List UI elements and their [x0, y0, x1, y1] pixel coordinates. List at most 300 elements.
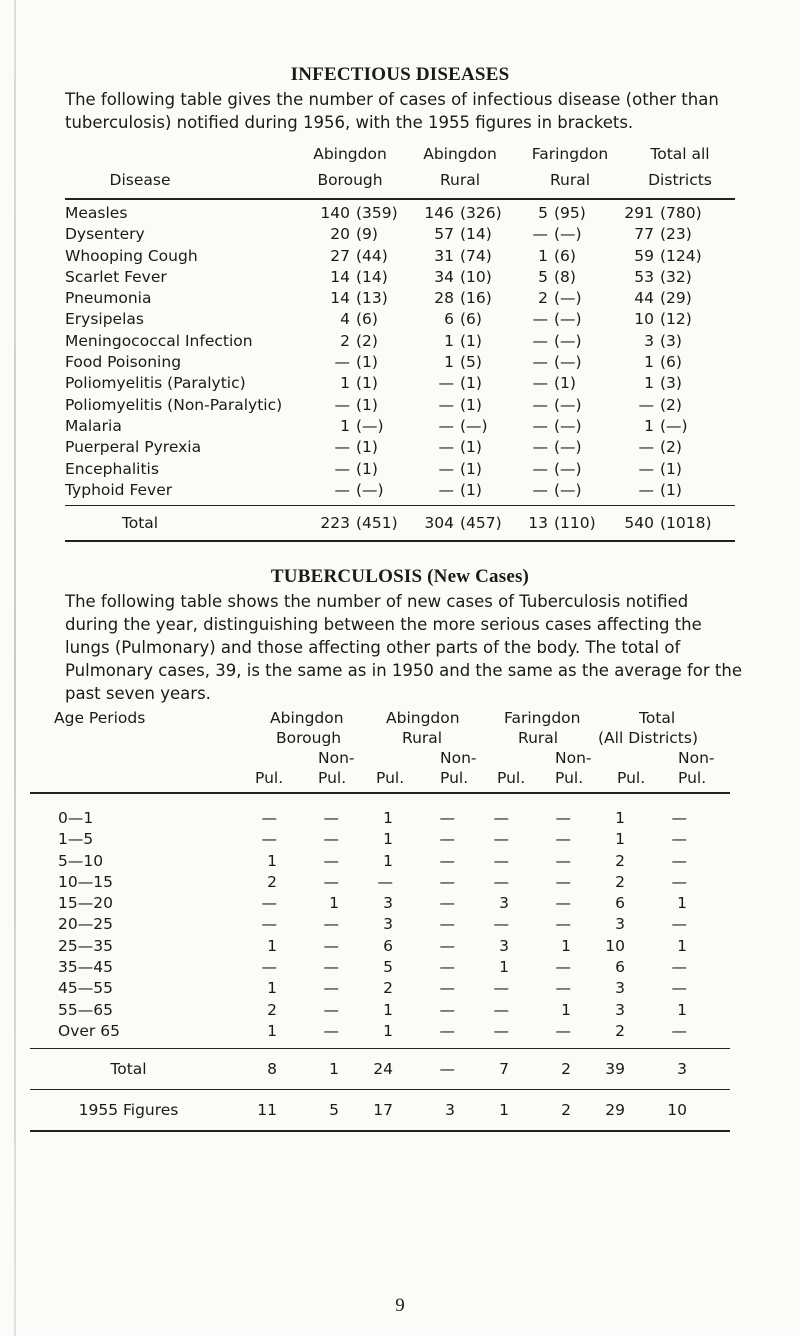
abingdon-rural-1956: —	[438, 480, 454, 499]
abingdon-borough-1956: 140	[320, 204, 350, 222]
value-ab-pul: —	[261, 894, 277, 913]
header-faringdon-rural-1: Faringdon	[531, 145, 609, 163]
faringdon-rural-1955: (—)	[554, 353, 582, 372]
faringdon-rural-1955: (—)	[554, 416, 582, 435]
value-ar-nonpul: —	[439, 1060, 455, 1079]
value-fr-nonpul: —	[555, 872, 571, 891]
total-all-districts-cell	[612, 395, 718, 416]
value-ab-nonpul: 1	[329, 894, 339, 913]
abingdon-borough-1955: (—)	[356, 480, 384, 499]
value-ab-pul: 1	[267, 851, 277, 870]
faringdon-rural-1955: (8)	[554, 267, 576, 286]
total-all-districts-1956: 77	[634, 225, 654, 244]
disease-name: Poliomyelitis (Non-Paralytic)	[65, 395, 283, 414]
abingdon-borough-1955: (1)	[356, 459, 378, 478]
abingdon-rural-1956: 1	[444, 353, 454, 372]
faringdon-rural-cell	[518, 373, 612, 394]
disease-name: Erysipelas	[65, 310, 144, 329]
value-fr-pul: —	[493, 979, 509, 998]
tb-header-total-1: Total	[639, 709, 676, 727]
total-all-districts-cell	[612, 331, 718, 352]
value-ab-pul: —	[261, 958, 277, 977]
disease-row	[65, 267, 735, 288]
total-all-districts-1955: (32)	[660, 267, 692, 286]
abingdon-rural-cell	[414, 267, 518, 288]
abingdon-rural-1956: —	[438, 395, 454, 414]
table-header	[65, 142, 735, 198]
value-ab-nonpul: —	[323, 915, 339, 934]
value-ar-pul: 17	[373, 1101, 393, 1120]
disease-name: Puerperal Pyrexia	[65, 438, 202, 457]
total-all-districts-1955: (3)	[660, 331, 682, 350]
abingdon-borough-1955: (359)	[356, 204, 398, 222]
value-ar-pul: 1	[383, 1000, 393, 1019]
disease-row	[65, 416, 735, 437]
disease-row	[65, 352, 735, 373]
tb-header-non-2: Non-	[440, 749, 477, 767]
abingdon-rural-cell	[414, 331, 518, 352]
value-total-pul: 39	[605, 1060, 625, 1079]
value-ar-nonpul: —	[439, 851, 455, 870]
abingdon-rural-1955: (10)	[460, 267, 492, 286]
value-total-nonpul: —	[671, 851, 687, 870]
value-fr-nonpul: —	[555, 958, 571, 977]
abingdon-borough-cell	[310, 352, 414, 373]
total-all-districts-1956: —	[638, 438, 654, 457]
age-row	[30, 978, 730, 999]
value-ar-pul: 24	[373, 1060, 393, 1079]
abingdon-borough-1956: —	[334, 395, 350, 414]
abingdon-borough-cell	[310, 480, 414, 501]
total-faringdon-rural: 13	[528, 514, 548, 533]
value-ab-nonpul: —	[323, 851, 339, 870]
abingdon-borough-1955: (1)	[356, 353, 378, 372]
tb-header-pul-6: Pul.	[555, 769, 584, 787]
tb-header-abingdon-borough-2: Borough	[276, 729, 342, 747]
age-row	[30, 893, 730, 914]
disease-row	[65, 203, 735, 224]
faringdon-rural-cell	[518, 416, 612, 437]
abingdon-borough-1956: 1	[340, 374, 350, 393]
disease-name: Encephalitis	[65, 459, 159, 478]
age-period: 20—25	[58, 915, 113, 934]
faringdon-rural-cell	[518, 459, 612, 480]
tb-header-pul-3: Pul.	[376, 769, 405, 787]
value-ar-nonpul: —	[439, 894, 455, 913]
value-total-pul: 10	[605, 936, 625, 955]
total-all-districts-1956: 44	[634, 289, 654, 308]
faringdon-rural-1955: (—)	[554, 480, 582, 499]
value-total-nonpul: —	[671, 958, 687, 977]
abingdon-rural-1955: (6)	[460, 310, 482, 329]
abingdon-borough-cell	[310, 309, 414, 330]
value-fr-nonpul: 2	[561, 1101, 571, 1120]
abingdon-rural-cell	[414, 437, 518, 458]
abingdon-borough-1955: (2)	[356, 331, 378, 350]
abingdon-rural-1955: (74)	[460, 246, 492, 265]
faringdon-rural-cell	[518, 352, 612, 373]
age-period: 5—10	[58, 851, 104, 870]
value-fr-pul: 1	[499, 1101, 509, 1120]
age-row	[30, 872, 730, 893]
abingdon-rural-1956: 34	[434, 267, 454, 286]
infectious-diseases-title: INFECTIOUS DISEASES	[290, 64, 510, 85]
value-total-pul: 3	[615, 1000, 625, 1019]
age-row	[30, 936, 730, 957]
tb-header-faringdon-rural-1: Faringdon	[504, 709, 581, 727]
faringdon-rural-1956: —	[532, 395, 548, 414]
total-all-districts-1956: 291	[624, 204, 654, 222]
abingdon-borough-1955: (—)	[356, 416, 384, 435]
value-ab-pul: 11	[257, 1101, 277, 1120]
total-all-districts-1956: 53	[634, 267, 654, 286]
faringdon-rural-cell	[518, 267, 612, 288]
value-total-nonpul: —	[671, 979, 687, 998]
abingdon-borough-1956: 4	[340, 310, 350, 329]
total-all-districts-cell	[612, 288, 718, 309]
value-ar-nonpul: —	[439, 809, 455, 827]
tb-header-pul-5: Pul.	[497, 769, 526, 787]
total-all-districts-1955: (23)	[660, 225, 692, 244]
header-abingdon-borough-2: Borough	[317, 171, 383, 189]
value-total-pul: 2	[615, 872, 625, 891]
disease-row	[65, 437, 735, 458]
abingdon-rural-cell	[414, 309, 518, 330]
total-all-districts-1956: —	[638, 480, 654, 499]
abingdon-borough-1956: 20	[330, 225, 350, 244]
abingdon-rural-1955: (1)	[460, 331, 482, 350]
total-abingdon-borough: 223	[320, 514, 350, 533]
value-ab-nonpul: —	[323, 809, 339, 827]
disease-name: Meningococcal Infection	[65, 331, 253, 350]
abingdon-borough-cell	[310, 267, 414, 288]
value-ab-pul: 8	[267, 1060, 277, 1079]
abingdon-borough-1955: (14)	[356, 267, 388, 286]
abingdon-borough-cell	[310, 459, 414, 480]
abingdon-rural-1956: 57	[434, 225, 454, 244]
disease-row	[65, 459, 735, 480]
value-total-nonpul: —	[671, 915, 687, 934]
tb-table-header	[30, 708, 730, 787]
faringdon-rural-1955: (—)	[554, 459, 582, 478]
faringdon-rural-cell	[518, 480, 612, 501]
infectious-diseases-intro: The following table gives the number of cases of infectious disease (other than tuberculosis) notified during 1956, with the 1955 figures in brackets.	[65, 90, 719, 132]
value-total-pul: 6	[615, 894, 625, 913]
disease-row	[65, 331, 735, 352]
value-total-pul: 3	[615, 915, 625, 934]
tuberculosis-table	[30, 708, 730, 1132]
total-all-districts-1955: (—)	[660, 416, 688, 435]
value-fr-pul: 1	[499, 958, 509, 977]
total-abingdon-rural-1955: (457)	[460, 514, 502, 533]
abingdon-borough-1956: —	[334, 459, 350, 478]
total-all-districts-cell	[612, 373, 718, 394]
faringdon-rural-1956: —	[532, 416, 548, 435]
abingdon-borough-1955: (44)	[356, 246, 388, 265]
value-ar-nonpul: —	[439, 958, 455, 977]
tb-header-pul-1: Pul.	[255, 769, 284, 787]
faringdon-rural-1956: 5	[538, 267, 548, 286]
abingdon-borough-cell	[310, 416, 414, 437]
disease-row	[65, 395, 735, 416]
page-number: 9	[395, 1295, 405, 1316]
faringdon-rural-cell	[518, 288, 612, 309]
header-abingdon-rural-2: Rural	[439, 171, 481, 189]
tb-header-pul-8: Pul.	[678, 769, 707, 787]
tb-header-non-4: Non-	[678, 749, 715, 767]
value-total-pul: 6	[615, 958, 625, 977]
age-period: 35—45	[58, 958, 113, 977]
value-ar-pul: 1	[383, 851, 393, 870]
total-all-districts-1955: (12)	[660, 310, 692, 329]
tb-header-non-1: Non-	[318, 749, 355, 767]
abingdon-rural-cell	[414, 288, 518, 309]
faringdon-rural-cell	[518, 331, 612, 352]
abingdon-rural-cell	[414, 246, 518, 267]
value-ab-nonpul: —	[323, 958, 339, 977]
abingdon-rural-1955: (16)	[460, 289, 492, 308]
value-fr-pul: —	[493, 830, 509, 849]
value-fr-pul: 7	[499, 1060, 509, 1079]
disease-name: Pneumonia	[65, 289, 152, 308]
header-total-all-1: Total all	[650, 145, 710, 163]
faringdon-rural-1955: (95)	[554, 204, 586, 222]
abingdon-borough-1955: (1)	[356, 395, 378, 414]
faringdon-rural-cell	[518, 395, 612, 416]
age-period: 0—1	[58, 809, 94, 827]
faringdon-rural-1955: (—)	[554, 310, 582, 329]
faringdon-rural-cell	[518, 224, 612, 245]
age-rows	[30, 794, 730, 1048]
value-ar-pul: 2	[383, 979, 393, 998]
value-ar-pul: 1	[383, 809, 393, 827]
total-all-districts-1956: 59	[634, 246, 654, 265]
disease-name: Malaria	[65, 416, 122, 435]
disease-name: Measles	[65, 204, 128, 222]
abingdon-rural-1955: (1)	[460, 459, 482, 478]
value-ab-pul: —	[261, 915, 277, 934]
value-fr-nonpul: —	[555, 830, 571, 849]
disease-row	[65, 309, 735, 330]
age-period: 55—65	[58, 1000, 113, 1019]
total-all-districts-1955: (780)	[660, 204, 702, 222]
abingdon-rural-1955: (326)	[460, 204, 502, 222]
value-fr-pul: —	[493, 809, 509, 827]
abingdon-rural-1956: —	[438, 438, 454, 457]
abingdon-borough-1956: 2	[340, 331, 350, 350]
total-all-districts-cell	[612, 352, 718, 373]
value-ar-pul: 6	[383, 936, 393, 955]
total-rule-bottom	[65, 540, 735, 542]
age-period: Over 65	[58, 1021, 120, 1040]
infectious-diseases-table	[65, 142, 735, 542]
disease-row	[65, 288, 735, 309]
total-all-districts-cell	[612, 246, 718, 267]
disease-name: Typhoid Fever	[65, 480, 173, 499]
value-ar-nonpul: —	[439, 979, 455, 998]
faringdon-rural-1956: —	[532, 331, 548, 350]
total-abingdon-rural: 304	[424, 514, 454, 533]
faringdon-rural-1955: (—)	[554, 289, 582, 308]
value-total-nonpul: 1	[677, 936, 687, 955]
total-faringdon-rural-1955: (110)	[554, 514, 596, 533]
tb-1955-row	[30, 1090, 730, 1130]
value-ar-pul: 3	[383, 915, 393, 934]
age-period: 1—5	[58, 830, 94, 849]
abingdon-rural-1956: 1	[444, 331, 454, 350]
tb-header-abingdon-rural-2: Rural	[402, 729, 443, 747]
abingdon-borough-1956: 14	[330, 289, 350, 308]
faringdon-rural-1956: 5	[538, 204, 548, 222]
age-period: 10—15	[58, 872, 113, 891]
value-ab-pul: 1	[267, 1021, 277, 1040]
abingdon-rural-1955: (1)	[460, 438, 482, 457]
age-period: 25—35	[58, 936, 113, 955]
value-fr-pul: 3	[499, 894, 509, 913]
tb-total-row	[30, 1049, 730, 1089]
age-row	[30, 829, 730, 850]
value-total-pul: 1	[615, 830, 625, 849]
tb-header-abingdon-rural-1: Abingdon	[386, 709, 460, 727]
total-all-districts-cell	[612, 203, 718, 224]
abingdon-borough-cell	[310, 395, 414, 416]
value-ab-pul: 1	[267, 979, 277, 998]
abingdon-rural-cell	[414, 203, 518, 224]
page-edge	[14, 0, 16, 1336]
value-fr-nonpul: 1	[561, 1000, 571, 1019]
faringdon-rural-cell	[518, 246, 612, 267]
value-total-nonpul: —	[671, 809, 687, 827]
value-ar-pul: —	[377, 872, 393, 891]
abingdon-borough-1955: (6)	[356, 310, 378, 329]
abingdon-borough-1956: —	[334, 353, 350, 372]
value-fr-pul: —	[493, 851, 509, 870]
abingdon-rural-1955: (14)	[460, 225, 492, 244]
disease-row	[65, 224, 735, 245]
total-all-districts-1955: (1018)	[660, 514, 712, 533]
value-ar-nonpul: —	[439, 1000, 455, 1019]
tb-header-pul-7: Pul.	[617, 769, 646, 787]
value-ar-pul: 5	[383, 958, 393, 977]
total-all-districts-cell	[612, 459, 718, 480]
value-fr-nonpul: —	[555, 1021, 571, 1040]
abingdon-borough-cell	[310, 437, 414, 458]
value-total-nonpul: —	[671, 872, 687, 891]
age-period: 45—55	[58, 979, 113, 998]
faringdon-rural-1956: —	[532, 225, 548, 244]
tb-header-abingdon-borough-1: Abingdon	[270, 709, 344, 727]
value-fr-nonpul: —	[555, 979, 571, 998]
total-all-districts-1956: 3	[644, 331, 654, 350]
abingdon-borough-cell	[310, 246, 414, 267]
tb-total-label: Total	[110, 1060, 147, 1079]
value-fr-nonpul: —	[555, 915, 571, 934]
total-all-districts-1955: (2)	[660, 438, 682, 457]
value-ab-nonpul: —	[323, 1021, 339, 1040]
abingdon-borough-cell	[310, 203, 414, 224]
abingdon-rural-cell	[414, 459, 518, 480]
faringdon-rural-1955: (—)	[554, 438, 582, 457]
age-row	[30, 851, 730, 872]
age-row	[30, 1021, 730, 1042]
value-total-pul: 3	[615, 979, 625, 998]
disease-row	[65, 246, 735, 267]
value-ab-nonpul: —	[323, 936, 339, 955]
disease-name: Whooping Cough	[65, 246, 198, 265]
value-ab-pul: 1	[267, 936, 277, 955]
disease-name: Food Poisoning	[65, 353, 182, 372]
faringdon-rural-1956: 1	[538, 246, 548, 265]
faringdon-rural-1955: (6)	[554, 246, 576, 265]
header-total-all-2: Districts	[648, 171, 712, 189]
value-total-nonpul: 1	[677, 1000, 687, 1019]
abingdon-borough-cell	[310, 224, 414, 245]
disease-rows	[65, 200, 735, 501]
abingdon-rural-1956: 28	[434, 289, 454, 308]
value-total-nonpul: —	[671, 1021, 687, 1040]
value-ab-nonpul: 5	[329, 1101, 339, 1120]
abingdon-rural-1956: 31	[434, 246, 454, 265]
value-ar-nonpul: —	[439, 1021, 455, 1040]
value-ab-nonpul: —	[323, 1000, 339, 1019]
tb-1955-rule	[30, 1130, 730, 1132]
tuberculosis-intro: The following table shows the number of new cases of Tuberculosis notified during the year, distinguishing between the more serious cases affecting the lungs (Pulmonary) and those affecting other parts of the body. The total of Pulmonary cases, 39, is the same as in 1950 and the same as the average for the past seven years.	[65, 592, 742, 703]
total-all-districts-1956: 1	[644, 353, 654, 372]
abingdon-borough-1955: (9)	[356, 225, 378, 244]
value-fr-pul: —	[493, 915, 509, 934]
total-all-districts-1956: —	[638, 459, 654, 478]
value-ab-nonpul: —	[323, 872, 339, 891]
age-row	[30, 808, 730, 829]
abingdon-rural-1956: 146	[424, 204, 454, 222]
faringdon-rural-cell	[518, 203, 612, 224]
tb-header-non-3: Non-	[555, 749, 592, 767]
value-ab-nonpul: 1	[329, 1060, 339, 1079]
age-row	[30, 914, 730, 935]
value-total-nonpul: 1	[677, 894, 687, 913]
header-faringdon-rural-2: Rural	[549, 171, 591, 189]
value-fr-nonpul: 1	[561, 936, 571, 955]
abingdon-rural-1955: (1)	[460, 480, 482, 499]
faringdon-rural-1955: (—)	[554, 331, 582, 350]
abingdon-borough-1955: (13)	[356, 289, 388, 308]
tb-header-pul-4: Pul.	[440, 769, 469, 787]
header-abingdon-rural-1: Abingdon	[423, 145, 497, 163]
total-all-districts-cell	[612, 309, 718, 330]
abingdon-rural-1956: —	[438, 459, 454, 478]
faringdon-rural-1956: —	[532, 374, 548, 393]
total-label: Total	[121, 514, 159, 533]
value-ar-nonpul: —	[439, 915, 455, 934]
value-fr-nonpul: —	[555, 809, 571, 827]
abingdon-rural-cell	[414, 480, 518, 501]
value-total-nonpul: 3	[677, 1060, 687, 1079]
value-ar-pul: 1	[383, 1021, 393, 1040]
value-ar-pul: 1	[383, 830, 393, 849]
header-disease: Disease	[109, 171, 171, 189]
value-ab-nonpul: —	[323, 830, 339, 849]
total-all-districts-cell	[612, 267, 718, 288]
value-fr-nonpul: —	[555, 851, 571, 870]
abingdon-rural-1956: 6	[444, 310, 454, 329]
abingdon-rural-cell	[414, 224, 518, 245]
value-fr-pul: —	[493, 872, 509, 891]
value-total-pul: 1	[615, 809, 625, 827]
total-all-districts-1955: (124)	[660, 246, 702, 265]
total-all-districts-cell	[612, 437, 718, 458]
age-period: 15—20	[58, 894, 113, 913]
total-abingdon-borough-1955: (451)	[356, 514, 398, 533]
